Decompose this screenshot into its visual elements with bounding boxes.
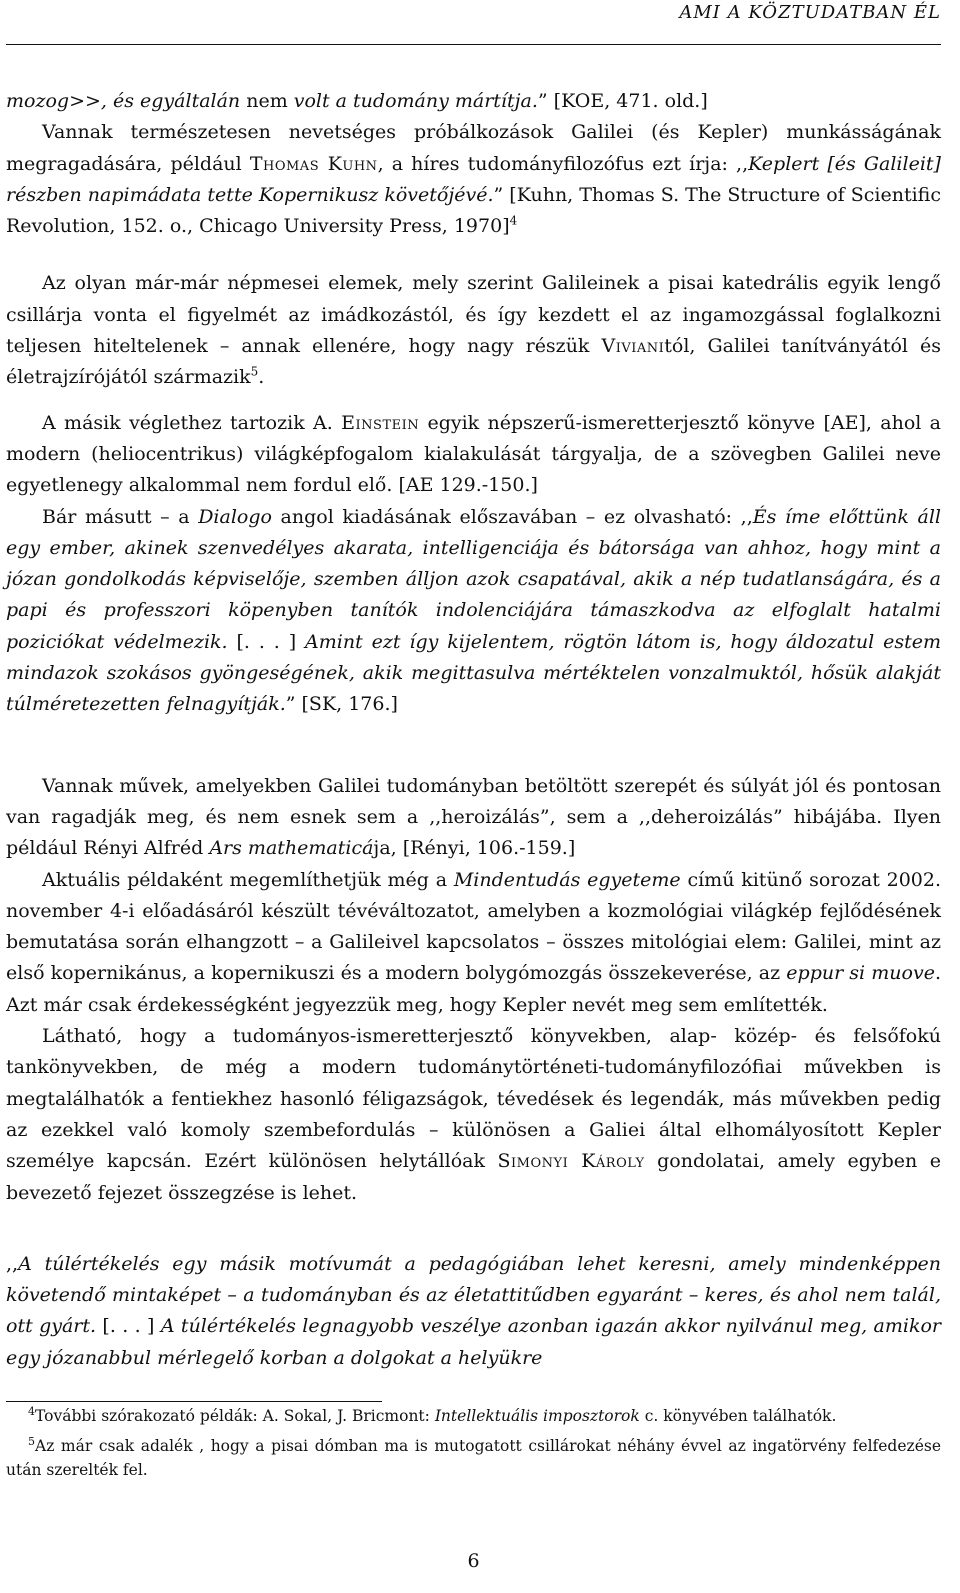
paragraph-mindentudas (6, 865, 941, 1021)
footnote-mark[interactable]: 4 (509, 213, 518, 228)
text: Vannak művek, amelyekben Galilei tudományban betöltött szerepét és súlyát jól és pontosan van ragadják meg, és nem esnek sem a ,,heroizálás”, sem a ,,deheroizálás” hibájába. Ilyen például Rényi Alfréd (6, 774, 941, 860)
document-page (6, 0, 941, 1593)
text: , a híres tudományfilozófus ezt írja: ,, (377, 152, 749, 175)
text: című kitünő sorozat 2002. november 4-i előadásáról készült tévéváltozatot, amelyben a kozmológiai világkép fejlődésének bemutatása során elhangzott – a Galileivel kapcsolatos – összes mitológiai elem: Galilei, mint az első kopernikánus, a kopernikuszi és a modern bolygómozgás összekeverése, az (6, 868, 942, 985)
author-name: Thomas Kuhn (249, 152, 378, 175)
footnote-number: 5 (28, 1434, 35, 1448)
paragraph-chandelier (6, 268, 941, 393)
text: Bár másutt – a (42, 505, 199, 528)
footnote-text: További szórakozató példák: A. Sokal, J. Bricmont: (35, 1407, 435, 1425)
ellipsis: [. . . ] (96, 1315, 161, 1338)
paragraph-simonyi-quote (6, 1249, 941, 1374)
footnote-number: 4 (28, 1404, 35, 1418)
paragraph-dialogo (6, 502, 941, 721)
italic-quote: Keplert [és Galileit] részben napimádata tette Kopernikusz követőjévé. (6, 152, 941, 206)
text: ja, [Rényi, 106.-159.] (373, 837, 576, 860)
text: Látható, hogy a tudományos-ismeretterjesztő könyvekben, alap- közép- és felsőfokú tankönyvekben, de még a modern tudománytörténeti-tudományfilozófiai művekben is megtalálhatók a fentiekhez hasonló féligazságok, tévedések és legendák, más művekben pedig az ezekkel való komoly szembefordulás – különösen a Galiei által elhomályosított Kepler személye kapcsán. Ezért különösen helytállóak (6, 1025, 941, 1173)
text: egyik népszerű-ismeretterjesztő könyve [AE], ahol a modern (heliocentrikus) világképfogalom kialakulását tárgyalja, de a szövegben Galilei neve egyetlenegy alkalommal nem fordul elő. [AE 129.-150.] (6, 411, 941, 497)
italic-quote: volt a tudomány mártítja. (293, 90, 538, 112)
text: gondolatai, amely egyben e bevezető fejezet összegzése is lehet. (6, 1150, 941, 1204)
italic-quote: mozog>>, és egyáltalán (6, 90, 241, 112)
author-name: Einstein (341, 411, 420, 434)
italic-phrase: eppur si muove (786, 962, 935, 985)
text: . (258, 366, 265, 389)
author-name: Simonyi Károly (497, 1150, 645, 1173)
footnote-4 (6, 1404, 941, 1428)
page-number: 6 (467, 1550, 480, 1572)
footnote-5 (6, 1434, 941, 1482)
paragraph-kuhn (6, 117, 941, 242)
author-name: Viviani (601, 335, 665, 358)
italic-quote: A túlértékelés legnagyobb veszélye azonban igazán akkor nyilvánul meg, amikor egy józanabbul mérlegelő korban a dolgokat a helyükre (6, 1315, 941, 1369)
text: Aktuális példaként megemlíthetjük még a (42, 868, 454, 891)
text: Vannak természetesen nevetséges próbálkozások Galilei (és Kepler) munkásságának megragadására, például (6, 121, 941, 175)
italic-quote: És íme előttünk áll egy ember, akinek szenvedélyes akarata, intelligenciája és bátorsága van ahhoz, hogy mint a józan gondolkodás képviselője, szemben álljon azok csapatával, akik a nép tudatlanságára, és a papi és professzori köpenyben tanítók indolenciájára támaszkodva az elfoglalt hatalmi poziciókat védelmezik. (6, 505, 942, 653)
running-head: AMI A KÖZTUDATBAN ÉL (679, 2, 941, 23)
italic-quote: Amint ezt így kijelentem, rögtön látom is, hogy áldozatul estem mindazok szokásos gyöngeségének, akik megittasulva mértéktelen vonzalmuktól, hősük alakját túlméretezetten felnagyítják. (6, 630, 941, 716)
citation: ” [Kuhn, Thomas S. The Structure of Scientific Revolution, 152. o., Chicago University Press, 1970] (6, 183, 941, 238)
ellipsis: [. . . ] (227, 630, 306, 653)
series-title: Mindentudás egyeteme (453, 868, 681, 891)
text: nem (240, 90, 294, 112)
book-title: Intellektuális imposztorok (434, 1407, 640, 1425)
footnote-mark[interactable]: 5 (250, 365, 259, 380)
paragraph-summary (6, 1021, 941, 1209)
paragraph-einstein (6, 408, 941, 502)
footnote-rule (6, 1401, 382, 1402)
paragraph-renyi (6, 771, 941, 865)
italic-quote: A túlértékelés egy másik motívumát a pedagógiában lehet keresni, amely mindenképpen követendő mintaképet – a tudományban és az életattitűdben egyaránt – keres, és ahol nem talál, ott gyárt. (6, 1252, 941, 1338)
citation: ” [SK, 176.] (285, 693, 398, 716)
footnote-text: Az már csak adalék , hogy a pisai dómban ma is mutogatott csillárokat néhány évvel az ingatörvény felfedezése után szerelték fel. (6, 1437, 941, 1479)
text: A másik véglethez tartozik A. (42, 411, 342, 434)
footnotes (6, 1404, 941, 1482)
citation: ” [KOE, 471. old.] (537, 90, 708, 112)
footnote-text: c. könyvében találhatók. (639, 1407, 837, 1425)
body-text (6, 86, 941, 1374)
text: angol kiadásának előszavában – ez olvasható: ,, (271, 505, 753, 528)
header-rule (6, 44, 941, 45)
text: . Azt már csak érdekességként jegyezzük meg, hogy Kepler nevét meg sem említették. (6, 962, 941, 1016)
quote-open: ,, (6, 1252, 19, 1275)
book-title: Ars mathematicá (209, 837, 374, 860)
paragraph-quote-end (6, 86, 941, 117)
text: Az olyan már-már népmesei elemek, mely szerint Galileinek a pisai katedrális egyik lengő csillárja vonta el figyelmét az imádkozástól, és így kezdett el az ingamozgással foglalkozni teljesen hiteltelenek – annak ellenére, hogy nagy részük (6, 272, 941, 358)
book-title: Dialogo (198, 505, 272, 528)
text: tól, Galilei tanítványától és életrajzírójától származik (6, 335, 941, 389)
